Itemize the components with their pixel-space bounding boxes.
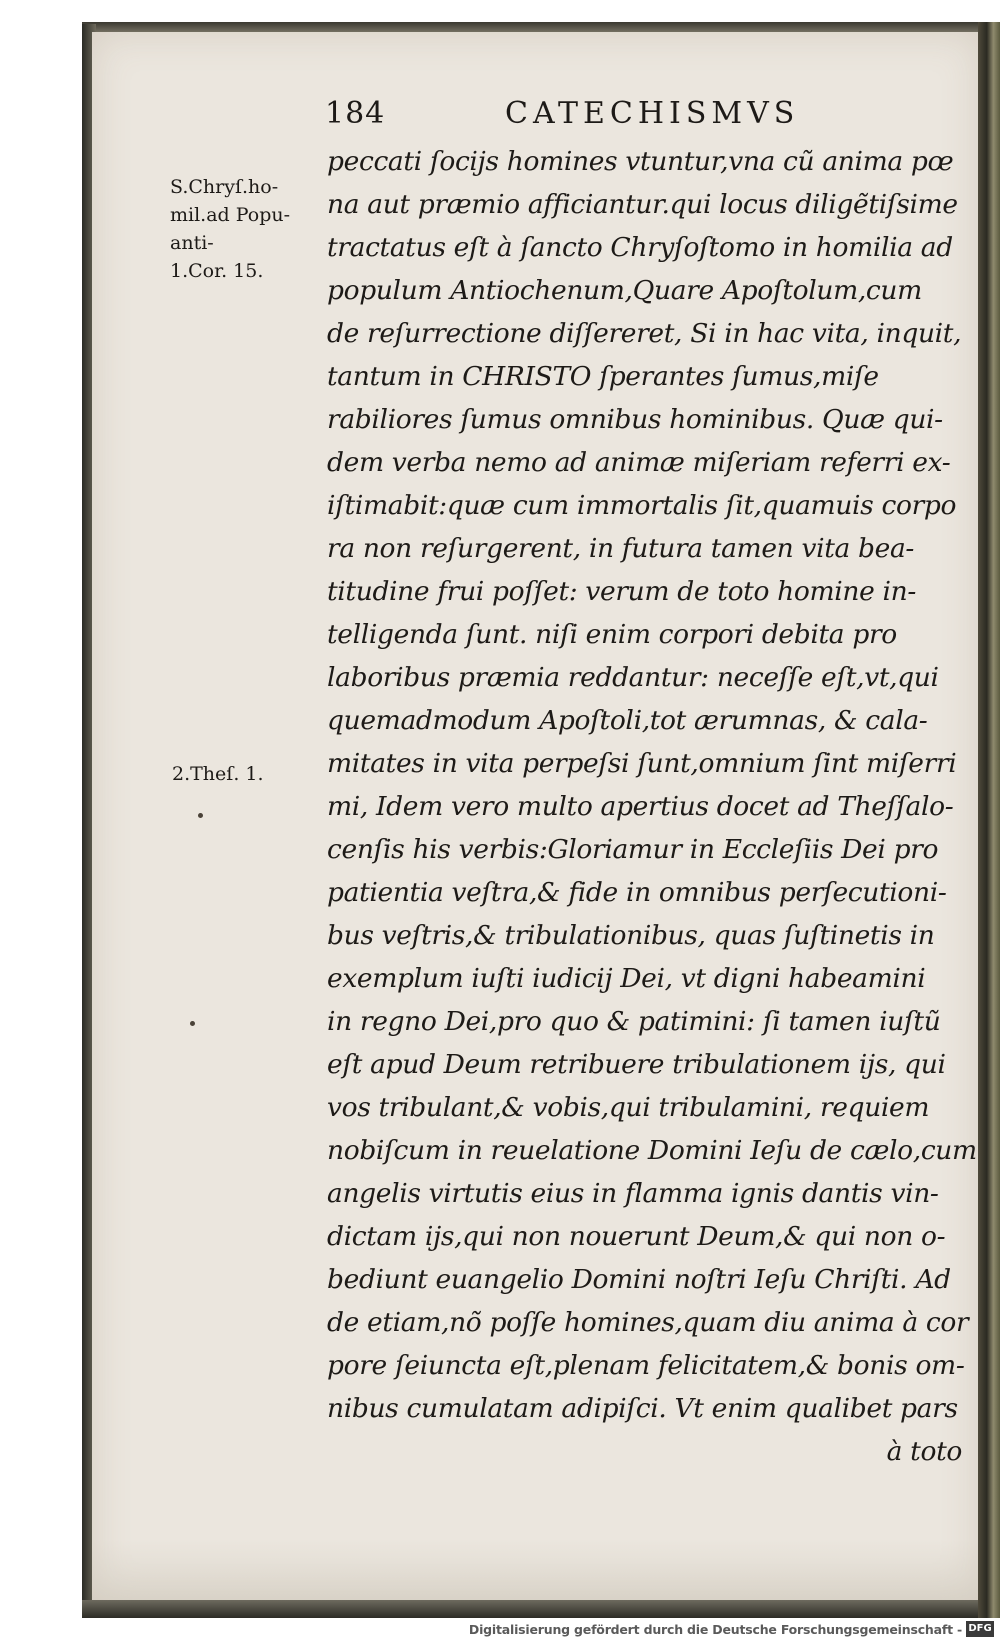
body-text (327, 140, 982, 1473)
dfg-logo-icon: DFG (966, 1621, 994, 1637)
text-line: exemplum iuſti iudicij Dei, vt digni habeamini (327, 963, 926, 994)
funding-credit: Digitalisierung gefördert durch die Deutsche Forschungsgemeinschaft - (468, 1622, 962, 1637)
text-line: populum Antiochenum,Quare Apoſtolum,cum (327, 275, 922, 306)
text-line: telligenda ſunt. niſi enim corpori debita pro (327, 619, 897, 650)
text-line: vos tribulant,& vobis,qui tribulamini, requiem (327, 1092, 930, 1123)
margin-note-line: 2.Theſ. 1. (172, 763, 264, 785)
margin-note-line: 1.Cor. 15. (170, 260, 264, 282)
running-head (325, 94, 965, 134)
text-line: mi, Idem vero multo apertius docet ad Theſſalo- (327, 791, 954, 822)
text-line: nobiſcum in reuelatione Domini Ieſu de cælo,cum (327, 1135, 977, 1166)
ink-speck (190, 1021, 195, 1026)
text-line: dictam ijs,qui non nouerunt Deum,& qui non o- (327, 1221, 946, 1252)
text-line: na aut præmio afficiantur.qui locus diligẽtiſsime (327, 189, 958, 220)
text-line: ra non reſurgerent, in futura tamen vita bea- (327, 533, 915, 564)
text-line: pore ſeiuncta eſt,plenam felicitatem,& bonis om- (327, 1350, 965, 1381)
page-bottom-edge (82, 1600, 1000, 1618)
text-line: mitates in vita perpeſsi ſunt,omnium ſint miſerri (327, 748, 957, 779)
catchword: à toto (886, 1436, 962, 1467)
text-line: eſt apud Deum retribuere tribulationem ijs, qui (327, 1049, 946, 1080)
margin-note-line: mil.ad Popu- (170, 204, 291, 226)
text-line: nibus cumulatam adipiſci. Vt enim qualibet pars (327, 1393, 958, 1424)
margin-note-thessalonians (172, 762, 264, 790)
text-line: de reſurrectione diſſereret, Si in hac vita, inquit, (327, 318, 962, 349)
page-number: 184 (325, 96, 386, 131)
text-line: rabiliores ſumus omnibus hominibus. Quæ qui- (327, 404, 943, 435)
ink-speck (198, 813, 203, 818)
text-line: dem verba nemo ad animæ miſeriam referri ex- (327, 447, 951, 478)
text-line: angelis virtutis eius in flamma ignis dantis vin- (327, 1178, 939, 1209)
text-line: bediunt euangelio Domini noſtri Ieſu Chriſti. Ad (327, 1264, 951, 1295)
margin-note-line: anti- (170, 232, 214, 254)
text-line: peccati ſocijs homines vtuntur,vna cũ anima pœ (327, 146, 954, 177)
text-line: patientia veſtra,& fide in omnibus perſecutioni- (327, 877, 947, 908)
footer-bar (0, 1618, 1000, 1645)
text-line: tantum in CHRISTO ſperantes ſumus,miſe (327, 361, 879, 392)
text-line: de etiam,nõ poſſe homines,quam diu anima à cor (327, 1307, 969, 1338)
text-line: laboribus præmia reddantur: neceſſe eſt,vt,qui (327, 662, 939, 693)
text-line: in regno Dei,pro quo & patimini: ſi tamen iuſtũ (327, 1006, 941, 1037)
text-line: quemadmodum Apoſtoli,tot ærumnas, & cala- (327, 705, 928, 736)
margin-note-chrysostom (170, 175, 290, 287)
text-line: iſtimabit:quæ cum immortalis ſit,quamuis corpo (327, 490, 957, 521)
text-line: bus veſtris,& tribulationibus, quas ſuſtinetis in (327, 920, 935, 951)
running-title: CATECHISMVS (505, 96, 800, 131)
page-bottom-fade (92, 1540, 980, 1602)
margin-note-line: S.Chryſ.ho- (170, 176, 279, 198)
text-line: tractatus eſt à ſancto Chryſoſtomo in homilia ad (327, 232, 953, 263)
text-line: cenſis his verbis:Gloriamur in Eccleſiis Dei pro (327, 834, 939, 865)
text-line: titudine frui poſſet: verum de toto homine in- (327, 576, 916, 607)
